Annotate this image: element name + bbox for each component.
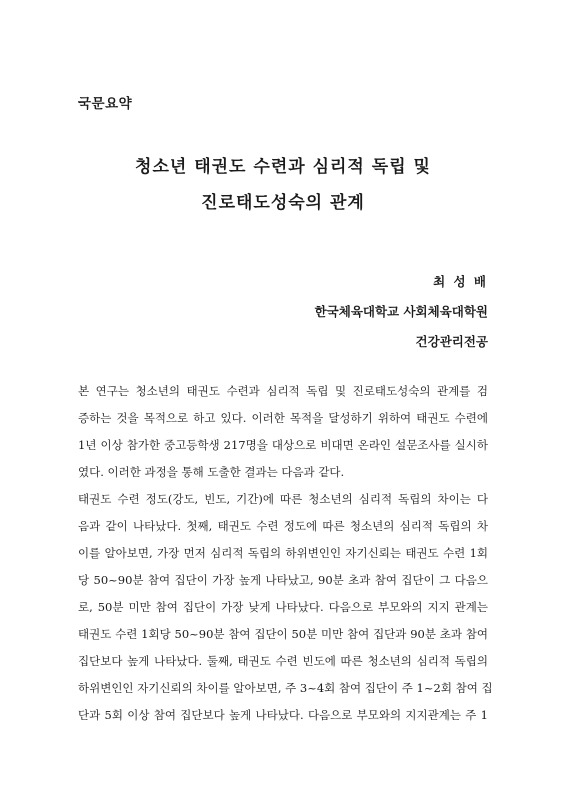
body-line: 집단보다 높게 나타났다. 둘째, 태권도 수련 빈도에 따른 청소년의 심리적 독립의 [78,654,488,668]
body-line: 당 50~90분 참여 집단이 가장 높게 나타났고, 90분 초과 참여 집단이 그 다음으 [78,573,488,587]
body-line: 본 연구는 청소년의 태권도 수련과 심리적 독립 및 진로태도성숙의 관계를 검 [78,384,488,398]
body-line: 태권도 수련 정도(강도, 빈도, 기간)에 따른 청소년의 심리적 독립의 차이는 다 [78,492,488,506]
body-line: 태권도 수련 1회당 50~90분 참여 집단이 50분 미만 참여 집단과 90분 초과 참여 [78,627,488,641]
title-line-1: 청소년 태권도 수련과 심리적 독립 및 [135,157,431,177]
body-line: 로, 50분 미만 참여 집단이 가장 낮게 나타났다. 다음으로 부모와의 지지 관계는 [78,600,488,614]
body-line: 단과 5회 이상 참여 집단보다 높게 나타났다. 다음으로 부모와의 지지관계는 주 1 [78,708,488,722]
body-line: 증하는 것을 목적으로 하고 있다. 이러한 목적을 달성하기 위하여 태권도 수련에 [78,411,488,425]
body-line: 음과 같이 나타났다. 첫째, 태권도 수련 정도에 따른 청소년의 심리적 독립의 차 [78,519,488,533]
author-name: 최 성 배 [433,274,488,289]
body-line: 하위변인인 자기신뢰의 차이를 알아보면, 주 3~4회 참여 집단이 주 1~2회 참여 집 [78,681,493,695]
section-label: 국문요약 [78,96,133,112]
body-line: 1년 이상 참가한 중고등학생 217명을 대상으로 비대면 온라인 설문조사를 실시하 [78,438,488,452]
body-line: 이를 알아보면, 가장 먼저 심리적 독립의 하위변인인 자기신뢰는 태권도 수련 1회 [78,546,488,560]
author-affiliation: 한국체육대학교 사회체육대학원 [314,304,488,319]
body-line: 였다. 이러한 과정을 통해 도출한 결과는 다음과 같다. [78,465,345,479]
title-line-2: 진로태도성숙의 관계 [201,193,365,213]
author-department: 건강관리전공 [415,334,488,349]
